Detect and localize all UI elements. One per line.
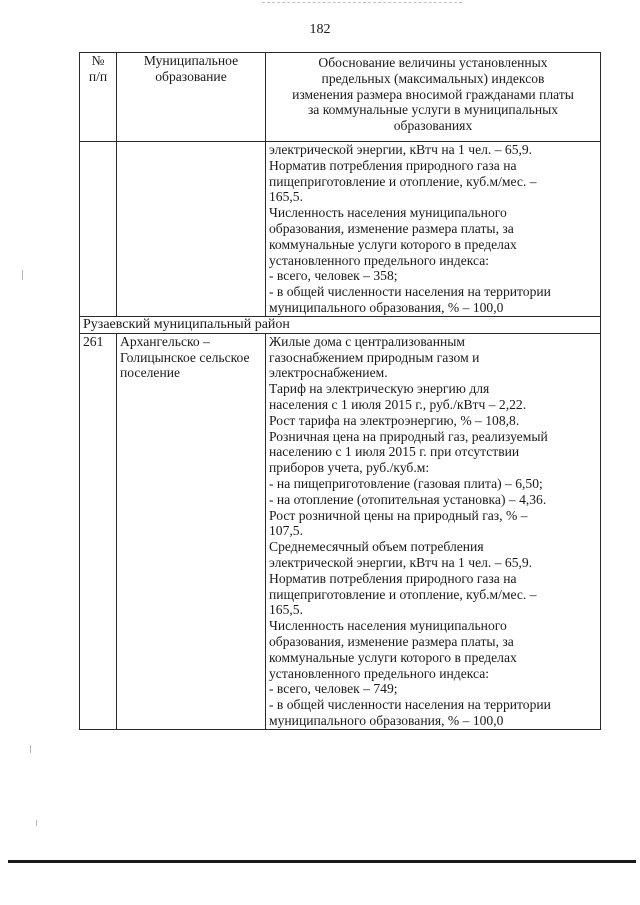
- justification-line: Норматив потребления природного газа на: [269, 570, 517, 586]
- justification-line: коммунальные услуги которого в пределах: [269, 649, 517, 665]
- justification-line: - в общей численности населения на территории: [269, 284, 551, 300]
- header-justification-text: Обоснование величины установленных предельных (максимальных) индексов изменения размера вносимой гражданами платы за коммунальные услуги в муниципальных образованиях: [292, 55, 574, 134]
- justification-line: - на пищеприготовление (газовая плита) – 6,50;: [269, 475, 543, 491]
- page-number: 182: [309, 22, 331, 37]
- justification-line: - в общей численности населения на территории: [269, 697, 551, 713]
- header-num: [80, 53, 117, 142]
- cont-num-cell: [80, 142, 117, 317]
- justification-line: газоснабжением природным газом и: [269, 349, 480, 365]
- justification-line: муниципального образования, % – 100,0: [269, 299, 504, 315]
- cont-municipality-cell: [117, 142, 266, 317]
- justification-line: электрической энергии, кВтч на 1 чел. – 65,9.: [269, 554, 533, 570]
- page-bottom-rule: [8, 860, 636, 863]
- row-municipality: Архангельско – Голицынское сельское поселение: [120, 333, 250, 381]
- justification-line: приборов учета, руб./куб.м:: [269, 460, 430, 476]
- justification-line: населению с 1 июля 2015 г. при отсутствии: [269, 444, 520, 460]
- index-justification-table: [79, 52, 601, 730]
- header-municipality-text: Муниципальное образование: [143, 53, 239, 84]
- justification-line: населения с 1 июля 2015 г., руб./кВтч – 2,22.: [269, 396, 527, 412]
- justification-line: пищеприготовление и отопление, куб.м/мес. –: [269, 586, 537, 602]
- header-num-text: № п/п: [88, 53, 108, 84]
- section-title: Рузаевский муниципальный район: [80, 316, 601, 333]
- justification-line: Жилые дома с централизованным: [269, 333, 465, 349]
- scan-artifact: [262, 2, 462, 6]
- justification-line: образования, изменение размера платы, за: [269, 633, 514, 649]
- justification-line: - всего, человек – 358;: [269, 268, 398, 284]
- row-justification-cell: [266, 333, 601, 729]
- justification-line: коммунальные услуги которого в пределах: [269, 236, 517, 252]
- row-municipality-cell: [117, 333, 266, 729]
- justification-line: образования, изменение размера платы, за: [269, 220, 514, 236]
- justification-line: - всего, человек – 749;: [269, 681, 398, 697]
- justification-line: установленного предельного индекса:: [269, 665, 490, 681]
- justification-line: электрической энергии, кВтч на 1 чел. – 65,9.: [269, 142, 533, 157]
- scan-artifact: [30, 745, 31, 753]
- section-row: [80, 316, 601, 333]
- justification-line: Рост тарифа на электроэнергию, % – 108,8.: [269, 412, 520, 428]
- justification-line: установленного предельного индекса:: [269, 252, 490, 268]
- table-row: [80, 333, 601, 729]
- justification-line: 107,5.: [269, 523, 303, 539]
- table-row-continuation: [80, 142, 601, 317]
- justification-line: Численность населения муниципального: [269, 205, 507, 221]
- justification-line: Численность населения муниципального: [269, 618, 507, 634]
- header-municipality: [117, 53, 266, 142]
- justification-line: Среднемесячный объем потребления: [269, 539, 484, 555]
- justification-line: 165,5.: [269, 189, 303, 205]
- table-header-row: [80, 53, 601, 142]
- scan-artifact: [22, 270, 23, 280]
- justification-line: Рост розничной цены на природный газ, % –: [269, 507, 528, 523]
- cont-justification-cell: [266, 142, 601, 317]
- justification-line: муниципального образования, % – 100,0: [269, 712, 504, 728]
- header-justification: [266, 53, 601, 142]
- justification-line: Тариф на электрическую энергию для: [269, 381, 490, 397]
- justification-line: Норматив потребления природного газа на: [269, 157, 517, 173]
- row-num: 261: [80, 333, 117, 729]
- justification-line: электроснабжением.: [269, 365, 388, 381]
- justification-line: Розничная цена на природный газ, реализуемый: [269, 428, 548, 444]
- justification-line: 165,5.: [269, 602, 303, 618]
- scan-artifact: [36, 820, 37, 826]
- justification-line: - на отопление (отопительная установка) – 4,36.: [269, 491, 547, 507]
- justification-line: пищеприготовление и отопление, куб.м/мес. –: [269, 173, 537, 189]
